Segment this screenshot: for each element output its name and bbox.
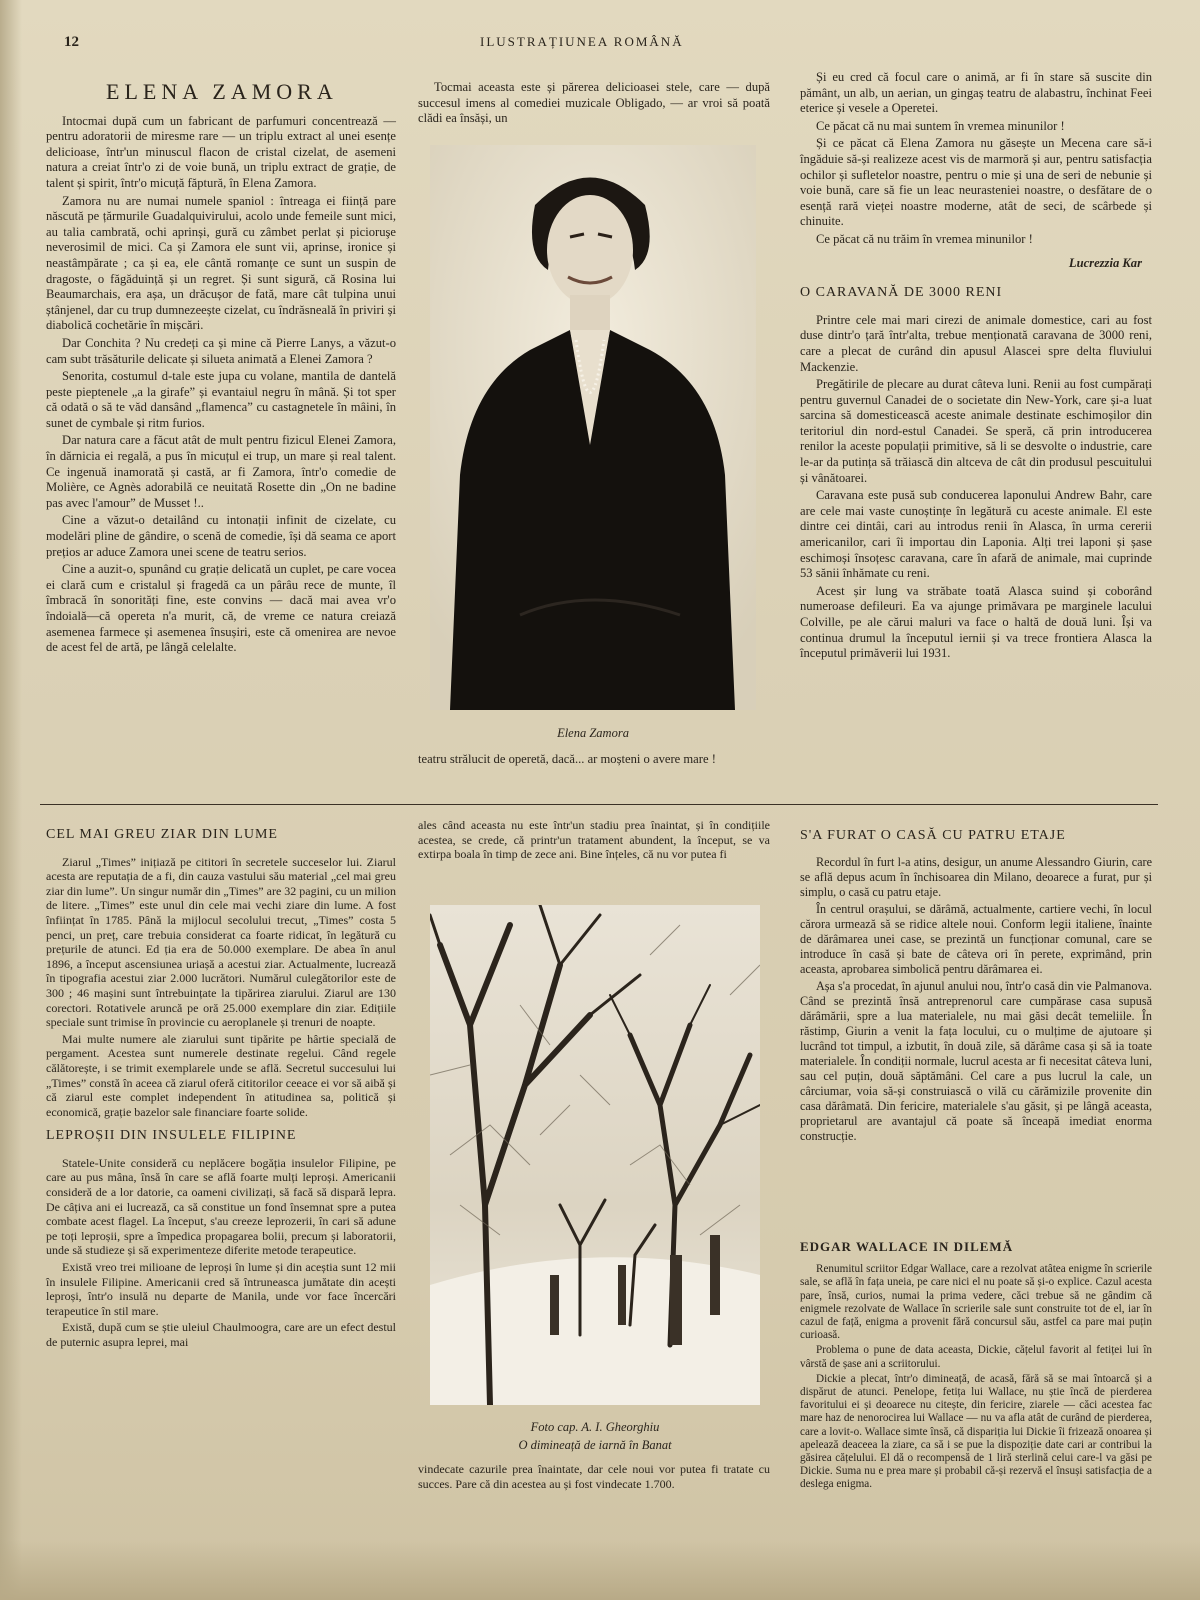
article-title: ELENA ZAMORA <box>106 79 338 104</box>
article-zamora <box>46 72 396 658</box>
paragraph: Ziarul „Times” inițiază pe cititori în secretele succeselor lui. Ziarul acesta are reputația de a fi, din cauza vastului său material „cel mai greu ziar din lume”. Un singur număr din „Times” are 32 pagini, cu un milion de litere. „Times” este unul din cele mai vechi ziare din lume. A fost înființat în 1785. Până la mijlocul secolului trecut, „Times” costa 5 penci, un preț, care trebuia considerat ca foarte ridicat, în legătură cu prețurile de atunci. Ed ția era de 50.000 exemplare. De abea în anul 1896, a început ascensiunea uriașă a acestui ziar. Actualmente, lucrează în tipografia acestui ziar 2.000 lucrători. Numărul culegătorilor este de 300 ; 46 mașini sunt întrebuințate la tipărirea ziarului. Ziarul are 130 corectori. Rotativele aruncă pe oră 25.000 exemplare din ziar. Edițiile speciale sunt trimise în provincie cu aeroplanele și trenuri de noapte. <box>46 854 396 1030</box>
page-edge-shadow <box>0 0 22 1600</box>
article-title: LEPROȘII DIN INSULELE FILIPINE <box>46 1128 297 1144</box>
paragraph: Dickie a plecat, într'o dimineață, de acasă, fără să se mai întoarcă și a dispărut de atunci. Penelope, fetița lui Wallace, nu știe încă de pierderea favoritului ei și deoarece nu citește, din fericire, ziarele — căci acestea fac mare haz de nenorocirea lui Wallace — nu va afla atât de curând de pierderea, care a lovit-o. Wallace simte însă, că dispariția lui Dickie îi frizează onoarea și apelează deaceea la ziare, ca să i se pue la dispoziție date cari ar contribui la găsirea cățelului. El dă o recompensă de 1 liră sterlină celui care-l va găsi pe Dickie. Suma nu e prea mare și probabil că-și rezervă el însuși satisfacția de a deslega enigma. <box>800 1372 1152 1491</box>
paragraph: Există vreo trei milioane de leproși în lume și din aceștia sunt 12 mii în insulele Filipine. Americanii cred să întruneasca jumătate din acești leproși, într'o insulă nu departe de Manila, unde vor face încercări terapeutice în stil mare. <box>46 1260 396 1318</box>
article-title: S'A FURAT O CASĂ CU PATRU ETAJE <box>800 828 1066 843</box>
paragraph: Senorita, costumul d-tale este jupa cu volane, mantila de dantelă peste pieptenele „a la girafe” și evantaiul negru în mână. Și tot sper că odată o să te văd dansând „flamenca” cu castagnetele în mâini, în sunet de cymbale și ritm furios. <box>46 369 396 430</box>
paragraph: Recordul în furt l-a atins, desigur, un anume Alessandro Giurin, care se află depus acum în închisoarea din Milano, deoarece a furat, pur și simplu, o casă cu patru etaje. <box>800 855 1152 899</box>
article-wallace <box>800 1240 1152 1494</box>
article-leprosi-continued <box>418 818 770 864</box>
paragraph: vindecate cazurile prea înaintate, dar cele noui vor putea fi tratate cu succes. Pare că din acestea au și fost vindecate 1.700. <box>418 1462 770 1491</box>
photo-caption: O dimineață de iarnă în Banat <box>518 1438 672 1452</box>
paragraph: Ce păcat că nu trăim în vremea minunilor ! <box>816 231 1033 246</box>
photo-elena-zamora <box>430 145 756 710</box>
photo-credit: Foto cap. A. I. Gheorghiu <box>530 1420 660 1434</box>
article-zamora-end <box>418 752 770 770</box>
paragraph: Și ce păcat că Elena Zamora nu găsește un Mecena care să-i îngăduie să-și realizeze acest vis de marmoră și aur, pentru satisfacția ochilor și sufletelor noastre, pentru o mie și una de seri de nebunie și voie bună, care să fie un leac neurasteniei noastre, o desfătare de o esență rară vieței noastre moderne, atât de seci, de scârbede și chinuite. <box>800 136 1152 229</box>
photo-winter-morning <box>430 905 760 1405</box>
paragraph: Dar natura care a făcut atât de mult pentru fizicul Elenei Zamora, în dărnicia ei regală, a pus în micuțul ei trup, un mare și real talent. Ce ingenuă inamorată și castă, ar fi Zamora, într'o comedie de Molière, ce Agnès adorabilă ce neuitată Rosette din „On ne badine pas avec l'amour” de Musset !.. <box>46 433 396 510</box>
section-divider <box>40 804 1158 805</box>
paragraph: Acest șir lung va străbate toată Alasca suind și coborând numeroase defileuri. Ea va ajunge primăvara pe marginele lacului Colville, pe ale cărui maluri va face o haltă de două luni. Își va continua drumul la începutul iernii și va trece frontiera Alasca la începutul primăverii lui 1931. <box>800 583 1152 661</box>
paragraph: Intocmai după cum un fabricant de parfumuri concentrează — pentru adoratorii de miresme rare — un triplu extract al unei esențe delicioase, într'un minuscul flacon de cristal cizelat, de asemeni natura a creiat într'o zi de voie bună, un triplu extract de grație, de talent și spirit, într'o micuță făptură, în Elena Zamora. <box>46 113 396 190</box>
article-title: EDGAR WALLACE IN DILEMĂ <box>800 1239 1014 1254</box>
paragraph: Dar Conchita ? Nu credeți ca și mine că Pierre Lanys, a văzut-o cam subt trăsăturile delicate și silueta animată a Elenei Zamora ? <box>46 335 396 366</box>
paragraph: teatru strălucit de operetă, dacă... ar moșteni o avere mare ! <box>418 752 716 766</box>
article-title: CEL MAI GREU ZIAR DIN LUME <box>46 827 278 842</box>
article-zamora-continued <box>418 80 770 129</box>
paragraph: În centrul orașului, se dărâmă, actualmente, cartiere vechi, în locul cărora urmează să se ridice altele noui. Conform legii italiene, înainte de dărâmarea unei case, se prezintă un funcționar comunal, care se introduce în casă și bate de câteva ori în perete, exprimând, prin aceasta, aprobarea simbolică pentru dărâmarea ei. <box>800 902 1152 976</box>
author-signature: Lucrezzia Kar <box>1068 255 1142 270</box>
paragraph: Problema o pune de data aceasta, Dickie, cățelul favorit al fetiței lui în vârstă de șase ani a scriitorului. <box>800 1344 1152 1370</box>
journal-title: ILUSTRAȚIUNEA ROMÂNĂ <box>480 34 684 49</box>
article-title: O CARAVANĂ DE 3000 RENI <box>800 285 1003 301</box>
paragraph: Renumitul scriitor Edgar Wallace, care a rezolvat atâtea enigme în scrierile sale, se află în fața uneia, pe care nici el nu poate să și-o explice. Cazul acesta pare, însă, curios, numai la prima vedere, căci trebue să ne gândim că enigmele rezolvate de Wallace în scrierile sale sunt construite tot de el, iar în cazul de față, enigma a provenit fără concursul său, astfel ca pare mai puțin curioasă. <box>800 1263 1152 1342</box>
paragraph: Zamora nu are numai numele spaniol : întreaga ei ființă pare născută pe țărmurile Guadalquivirului, acolo unde femeile sunt mici, au talia cambrată, ochi aprinși, gură cu zâmbet perlat și picioruşe neverosimil de mici. Ca și Zamora ele sunt vii, aprinse, ironice și neastâmpărate ; ca și ea, ele cântă romanțe ce sunt un suspin de dragoste, o făgăduință și un regret. Și sunt sigură, că Rosina lui Beaumarchais, era așa, un drăcușor de fată, mare cât tulpina unui ștânjenel, dar cu trup dumnezeește cizelat, cu îndrăsneală în priviri și diabolică cochetărie în mișcări. <box>46 193 396 333</box>
paragraph: Printre cele mai mari cirezi de animale domestice, cari au fost duse dintr'o țară într'alta, trebue menționată caravana de 3000 reni, care a plecat de curând din apusul Alascei spre delta fluviului Mackenzie. <box>800 312 1152 374</box>
paragraph: Pregătirile de plecare au durat câteva luni. Renii au fost cumpărați pentru guvernul Canadei de o societate din New-York, care și-a luat sarcina să domesticească aceste animale destinate eschimoșilor din teritoriul din nord-estul Canadei. Se speră, că prin introducerea renilor la aceste populații primitive, să li se desvolte o industrie, care le-ar da putința să trăiască din altceva de cât din produsul pescuitului și vânătoarei. <box>800 377 1152 485</box>
paragraph: Tocmai aceasta este și părerea delicioasei stele, care — după succesul imens al comediei muzicale Obligado, — ar vroi să poată clădi ea însăși, un <box>418 80 770 126</box>
page-bottom-shadow <box>0 1540 1200 1600</box>
article-leprosi-end <box>418 1462 770 1493</box>
article-times <box>46 818 396 1352</box>
article-casa <box>800 818 1152 1146</box>
paragraph: ales când aceasta nu este într'un stadiu prea înaintat, și în condițiile acestea, se crede, că printr'un tratament abundent, la început, se va extirpa boala în timp de zece ani. Bine înțeles, că nu vor putea fi <box>418 818 770 862</box>
paragraph: Mai multe numere ale ziarului sunt tipărite pe hârtie specială de pergament. Acestea sunt numerele destinate regelui. Când regele călătorește, i se trimit exemplarele unde se află. Secretul succesului lui „Times” constă în aceea că ziarul oferă cititorilor ceeace ei vor să aibă și că ziarul este complet independent în atitudinea sa, politică și economică, grație bazelor sale financiare foarte solide. <box>46 1031 396 1119</box>
photo-caption: Elena Zamora <box>557 726 629 740</box>
paragraph: Există, după cum se știe uleiul Chaulmoogra, care are un efect destul de puternic asupra leprei, mai <box>46 1320 396 1349</box>
paragraph: Caravana este pusă sub conducerea laponului Andrew Bahr, care are cele mai vaste cunoștințe în legătură cu aceste animale. El este dintre cei dintâi, cari au introdus renii în Alasca, în urma cererii americanilor, cari îi importau din Laponia. Alți trei laponi și șase eschimoși însoțesc caravana, care în afară de animale, mai cuprinde 53 sănii înhămate cu reni. <box>800 488 1152 581</box>
paragraph: Și eu cred că focul care o animă, ar fi în stare să suscite din pământ, un alb, un aerian, un gingaș teatru de alabastru, închinat Feei eterice și vesele a Operetei. <box>800 70 1152 116</box>
article-zamora-right <box>800 70 1152 664</box>
paragraph: Cine a auzit-o, spunând cu grație delicată un cuplet, pe care vocea ei clară cum e cristalul și fragedă ca un pârâu rece de munte, îl îmbracă în sonorități fine, este convins — dacă mai avea vr'o îndoială—că opereta n'a murit, că, de vreme ce natura creiază asemenea farmece și asemenea însușiri, este că omenirea are nevoe de acest fel de artă, pe lângă celelalte. <box>46 562 396 655</box>
paragraph: Așa s'a procedat, în ajunul anului nou, într'o casă din vie Palmanova. Când se prezintă însă antreprenorul care cumpărase casa supusă dărâmării, spre a lua materialele, nu mai găsi decât temeliile. În răstimp, Giurin a venit la fața locului, cu o mulțime de ajutoare și lucrând tot timpul, a izbutit, în două zile, să dărâme casa și să ia toate materialele. În condiții normale, lucrul acesta ar fi necesitat câteva luni, sau cel puțin, două săptămâni. Cel care a pus lucrul la cale, un cârciumar, voia să-și construiască o vilă cu cărămizile provenite din casa dărâmată. Din fericire, materialele s'au găsit, și pe lângă aceasta, proprietarul are avantajul că poate să înceapă imediat enorma construcție. <box>800 979 1152 1143</box>
paragraph: Ce păcat că nu mai suntem în vremea minunilor ! <box>816 118 1065 133</box>
page-header <box>60 34 1160 54</box>
paragraph: Cine a văzut-o detailând cu intonații infinit de cizelate, cu modelări pline de gândire, o scenă de comedie, își dă seama ce aport prețios ar aduce Zamora unei scene de teatru serios. <box>46 513 396 559</box>
paragraph: Statele-Unite consideră cu neplăcere bogăția insulelor Filipine, pe care au pus mâna, însă în care se află foarte mulți leproși. Americanii consideră de a lor datorie, ca oameni civilizați, să facă să dispară lepra. De câțiva ani ei lucrează, ca să constitue un fond însemnat spre a putea combate acest flagel. La început, s'au creeze leprozerii, în cari să adune pe toți leproșii, spre a împedica propagarea bolii, precum și laboratorii, unde să studieze și să experimenteze diferite metode terapeutice. <box>46 1155 396 1258</box>
page-number: 12 <box>64 34 79 50</box>
